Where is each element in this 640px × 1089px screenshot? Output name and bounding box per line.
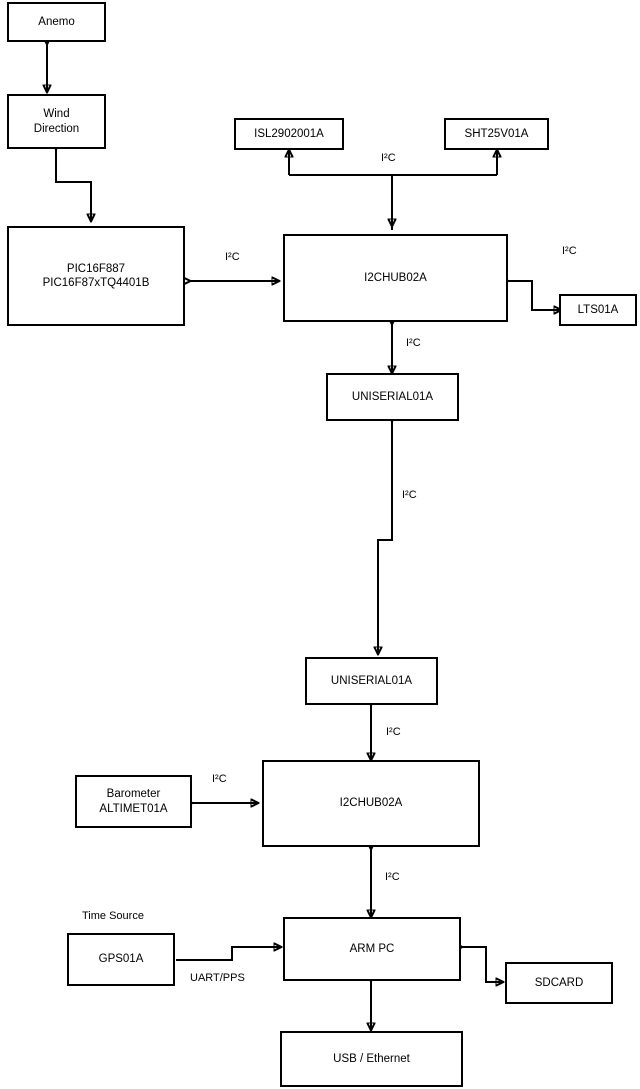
node-gps01a-label xyxy=(69,952,173,966)
node-sdcard[interactable] xyxy=(505,962,613,1004)
node-anemo[interactable] xyxy=(7,2,106,42)
node-sht25v01a-label xyxy=(446,127,547,141)
node-i2chub02a-top[interactable] xyxy=(283,234,508,322)
edge-label-i2c-isl-sht: I²C xyxy=(381,152,396,164)
node-uniserial01a-bottom-line1: UNISERIAL01A xyxy=(330,674,413,687)
node-arm-pc-line1: ARM PC xyxy=(349,942,395,955)
edge-label-i2c-barometer: I²C xyxy=(212,773,227,785)
node-i2chub02a-bottom-line1: I2CHUB02A xyxy=(339,797,403,810)
node-wind-direction-line2: Direction xyxy=(33,122,80,135)
node-i2chub02a-bottom-label xyxy=(264,796,478,810)
node-sht25v01a-line1: SHT25V01A xyxy=(464,127,529,140)
node-isl2902001a-label xyxy=(236,127,342,141)
node-pic-mcu-label xyxy=(9,262,183,291)
node-pic-mcu-line1: PIC16F887 xyxy=(66,262,126,275)
node-usb-ethernet-label xyxy=(282,1052,461,1066)
label-time-source: Time Source xyxy=(82,910,144,922)
node-uniserial01a-top-line1: UNISERIAL01A xyxy=(351,390,434,403)
node-anemo-line1: Anemo xyxy=(38,15,75,28)
node-lts01a[interactable] xyxy=(559,294,637,326)
node-gps01a[interactable] xyxy=(67,933,175,986)
node-wind-direction-line1: Wind xyxy=(43,108,70,121)
node-usb-ethernet[interactable] xyxy=(280,1031,463,1087)
node-lts01a-label xyxy=(561,303,635,317)
edge-label-i2c-hub-lts: I²C xyxy=(562,245,577,257)
node-barometer-line2: ALTIMET01A xyxy=(99,802,168,815)
node-isl2902001a[interactable] xyxy=(234,118,344,150)
node-i2chub02a-top-label xyxy=(285,271,506,285)
node-uniserial01a-bottom-label xyxy=(307,674,436,688)
node-pic-mcu-line2: PIC16F87xTQ4401B xyxy=(42,277,150,289)
node-isl2902001a-line1: ISL2902001A xyxy=(254,127,324,140)
edge-label-i2c-uniserial-long: I²C xyxy=(402,489,417,501)
node-pic-mcu[interactable] xyxy=(7,226,185,326)
node-barometer-line1: Barometer xyxy=(106,788,161,801)
node-uniserial01a-top[interactable] xyxy=(326,373,459,421)
node-barometer-label xyxy=(77,787,190,816)
node-sht25v01a[interactable] xyxy=(444,118,549,150)
node-sdcard-line1: SDCARD xyxy=(534,976,584,989)
node-barometer-altimet01a[interactable] xyxy=(75,775,192,828)
edge-label-i2c-hub2-armpc: I²C xyxy=(385,871,400,883)
edge-label-i2c-pic-hub: I²C xyxy=(225,251,240,263)
node-wind-direction[interactable] xyxy=(7,94,106,149)
node-anemo-label xyxy=(9,15,104,29)
node-wind-direction-label xyxy=(9,107,104,136)
node-uniserial01a-top-label xyxy=(328,390,457,404)
edge-label-i2c-hub-uniserial: I²C xyxy=(406,337,421,349)
node-lts01a-line1: LTS01A xyxy=(577,303,619,316)
edge-label-uart-pps: UART/PPS xyxy=(190,972,245,984)
node-i2chub02a-bottom[interactable] xyxy=(262,760,480,847)
node-usb-ethernet-line1: USB / Ethernet xyxy=(333,1052,410,1065)
node-arm-pc-label xyxy=(285,942,459,956)
node-gps01a-line1: GPS01A xyxy=(98,953,144,966)
node-sdcard-label xyxy=(507,976,611,990)
node-uniserial01a-bottom[interactable] xyxy=(305,657,438,705)
node-arm-pc[interactable] xyxy=(283,917,461,981)
node-i2chub02a-top-line1: I2CHUB02A xyxy=(364,271,427,284)
edge-label-i2c-uniserial-hub2: I²C xyxy=(386,726,401,738)
